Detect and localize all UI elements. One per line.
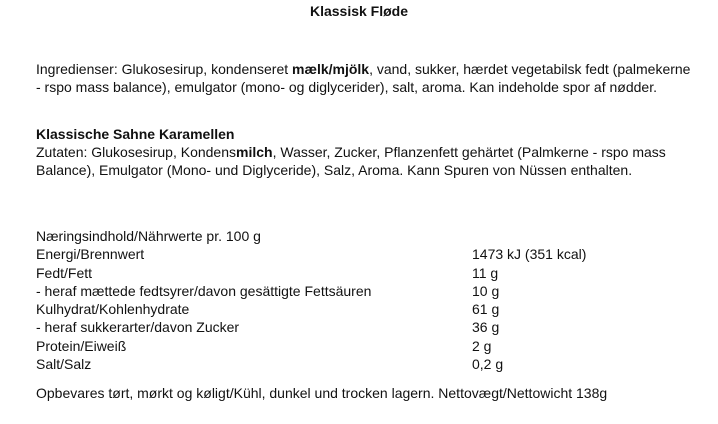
- nutrition-value: 1473 kJ (351 kcal): [472, 246, 587, 263]
- danish-ingredients-text-start: Ingredienser: Glukosesirup, kondenseret: [36, 61, 293, 77]
- nutrition-value: 36 g: [472, 319, 500, 336]
- danish-ingredients-paragraph: [36, 60, 696, 96]
- nutrition-label: Fedt/Fett: [36, 264, 93, 281]
- german-allergen-milk: milch: [236, 144, 273, 160]
- nutrition-value: 2 g: [472, 337, 492, 354]
- nutrition-label: - heraf mættede fedtsyrer/davon gesättigte Fettsäuren: [36, 282, 372, 299]
- german-ingredients-text-start: Zutaten: Glukosesirup, Kondens: [36, 144, 237, 160]
- storage-and-net-weight: Opbevares tørt, mørkt og køligt/Kühl, dunkel und trocken lagern. Nettovægt/Nettowicht 138g: [36, 385, 608, 401]
- nutrition-label: Energi/Brennwert: [36, 246, 145, 263]
- nutrition-value: 11 g: [472, 264, 499, 281]
- german-ingredients-text-end: , Wasser, Zucker, Pflanzenfett gehärtet (Palmkerne - rspo mass Balance), Emulgator (Mono- und Diglyceride), Salz, Aroma. Kann Spuren von Nüssen enthalten.: [36, 144, 666, 178]
- nutrition-label: Salt/Salz: [36, 356, 92, 373]
- nutrition-label: Kulhydrat/Kohlenhydrate: [36, 301, 190, 318]
- nutrition-value: 61 g: [472, 301, 500, 318]
- nutrition-header: Næringsindhold/Nährwerte pr. 100 g: [36, 228, 261, 244]
- nutrition-value: 0,2 g: [472, 356, 504, 373]
- danish-ingredients-text-end: , vand, sukker, hærdet vegetabilsk fedt (palmekerne - rspo mass balance), emulgator (mono- og diglycerider), salt, aroma. Kan indeholde spor af nødder.: [36, 61, 691, 95]
- document-title: Klassisk Fløde: [309, 3, 409, 19]
- nutrition-label: Protein/Eiweiß: [36, 337, 127, 354]
- german-product-heading: Klassische Sahne Karamellen: [36, 126, 235, 142]
- nutrition-value: 10 g: [472, 282, 500, 299]
- german-ingredients-paragraph: [36, 143, 676, 179]
- danish-allergen-milk: mælk/mjölk: [292, 61, 370, 77]
- nutrition-label: - heraf sukkerarter/davon Zucker: [36, 319, 240, 336]
